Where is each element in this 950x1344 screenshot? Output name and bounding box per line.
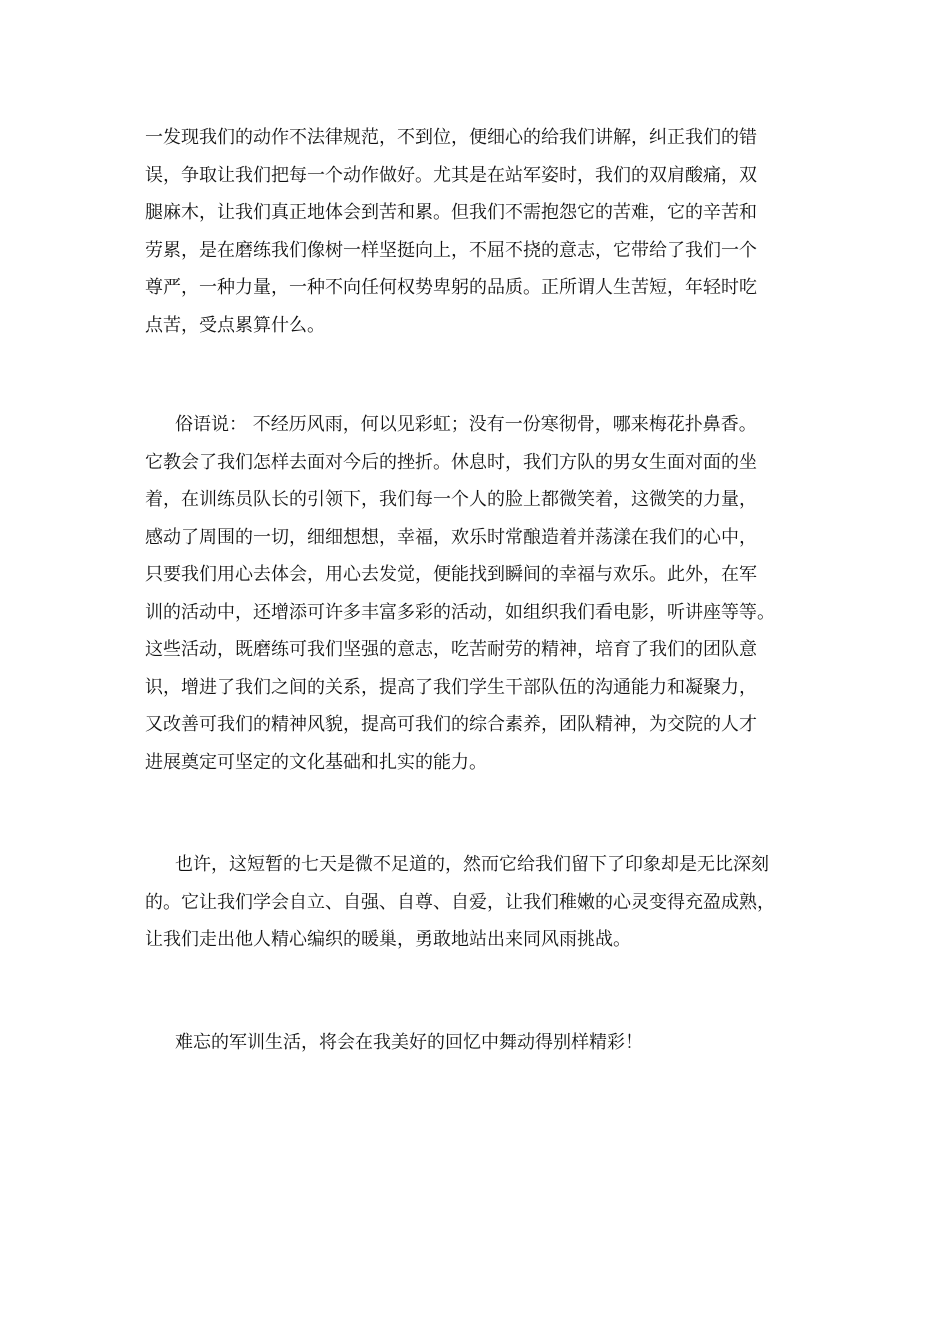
paragraph-4: [145, 1024, 810, 1062]
paragraph-line: 也许，这短暂的七天是微不足道的，然而它给我们留下了印象却是无比深刻: [175, 854, 769, 875]
paragraph-line: 让我们走出他人精心编织的暖巢，勇敢地站出来同风雨挑战。: [145, 929, 631, 950]
paragraph-line: 这些活动，既磨练可我们坚强的意志，吃苦耐劳的精神，培育了我们的团队意: [145, 639, 757, 660]
paragraph-line: 难忘的军训生活，将会在我美好的回忆中舞动得别样精彩！: [175, 1032, 643, 1053]
paragraph-line: 又改善可我们的精神风貌，提高可我们的综合素养，团队精神，为交院的人才: [145, 714, 757, 735]
paragraph-line: 一发现我们的动作不法律规范，不到位，便细心的给我们讲解，纠正我们的错: [145, 127, 757, 148]
paragraph-line: 识，增进了我们之间的关系，提高了我们学生干部队伍的沟通能力和凝聚力，: [145, 676, 757, 698]
paragraph-line: 尊严，一种力量，一种不向任何权势卑躬的品质。正所谓人生苦短，年轻时吃: [145, 277, 757, 298]
paragraph-line: 的。它让我们学会自立、自强、自尊、自爱，让我们稚嫩的心灵变得充盈成熟，: [145, 891, 775, 913]
paragraph-line: 腿麻木，让我们真正地体会到苦和累。但我们不需抱怨它的苦难，它的辛苦和: [145, 202, 757, 223]
paragraph-line: 训的活动中，还增添可许多丰富多彩的活动，如组织我们看电影，听讲座等等。: [145, 601, 775, 623]
paragraph-line: 着，在训练员队长的引领下，我们每一个人的脸上都微笑着，这微笑的力量，: [145, 489, 757, 510]
paragraph-1: [145, 119, 810, 344]
paragraph-3: [145, 846, 810, 959]
paragraph-line: 误，争取让我们把每一个动作做好。尤其是在站军姿时，我们的双肩酸痛，双: [145, 164, 757, 186]
paragraph-line: 进展奠定可坚定的文化基础和扎实的能力。: [145, 751, 487, 773]
paragraph-line: 感动了周围的一切，细细想想，幸福，欢乐时常酿造着并荡漾在我们的心中，: [145, 526, 757, 548]
paragraph-line: 劳累，是在磨练我们像树一样坚挺向上，不屈不挠的意志，它带给了我们一个: [145, 239, 757, 261]
paragraph-line: 它教会了我们怎样去面对今后的挫折。休息时，我们方队的男女生面对面的坐: [145, 451, 757, 473]
paragraph-line: 俗语说： 不经历风雨，何以见彩虹；没有一份寒彻骨，哪来梅花扑鼻香。: [175, 414, 757, 435]
paragraph-line: 只要我们用心去体会，用心去发觉，便能找到瞬间的幸福与欢乐。此外，在军: [145, 564, 757, 585]
paragraph-2: [145, 406, 810, 781]
paragraph-line: 点苦，受点累算什么。: [145, 314, 325, 336]
